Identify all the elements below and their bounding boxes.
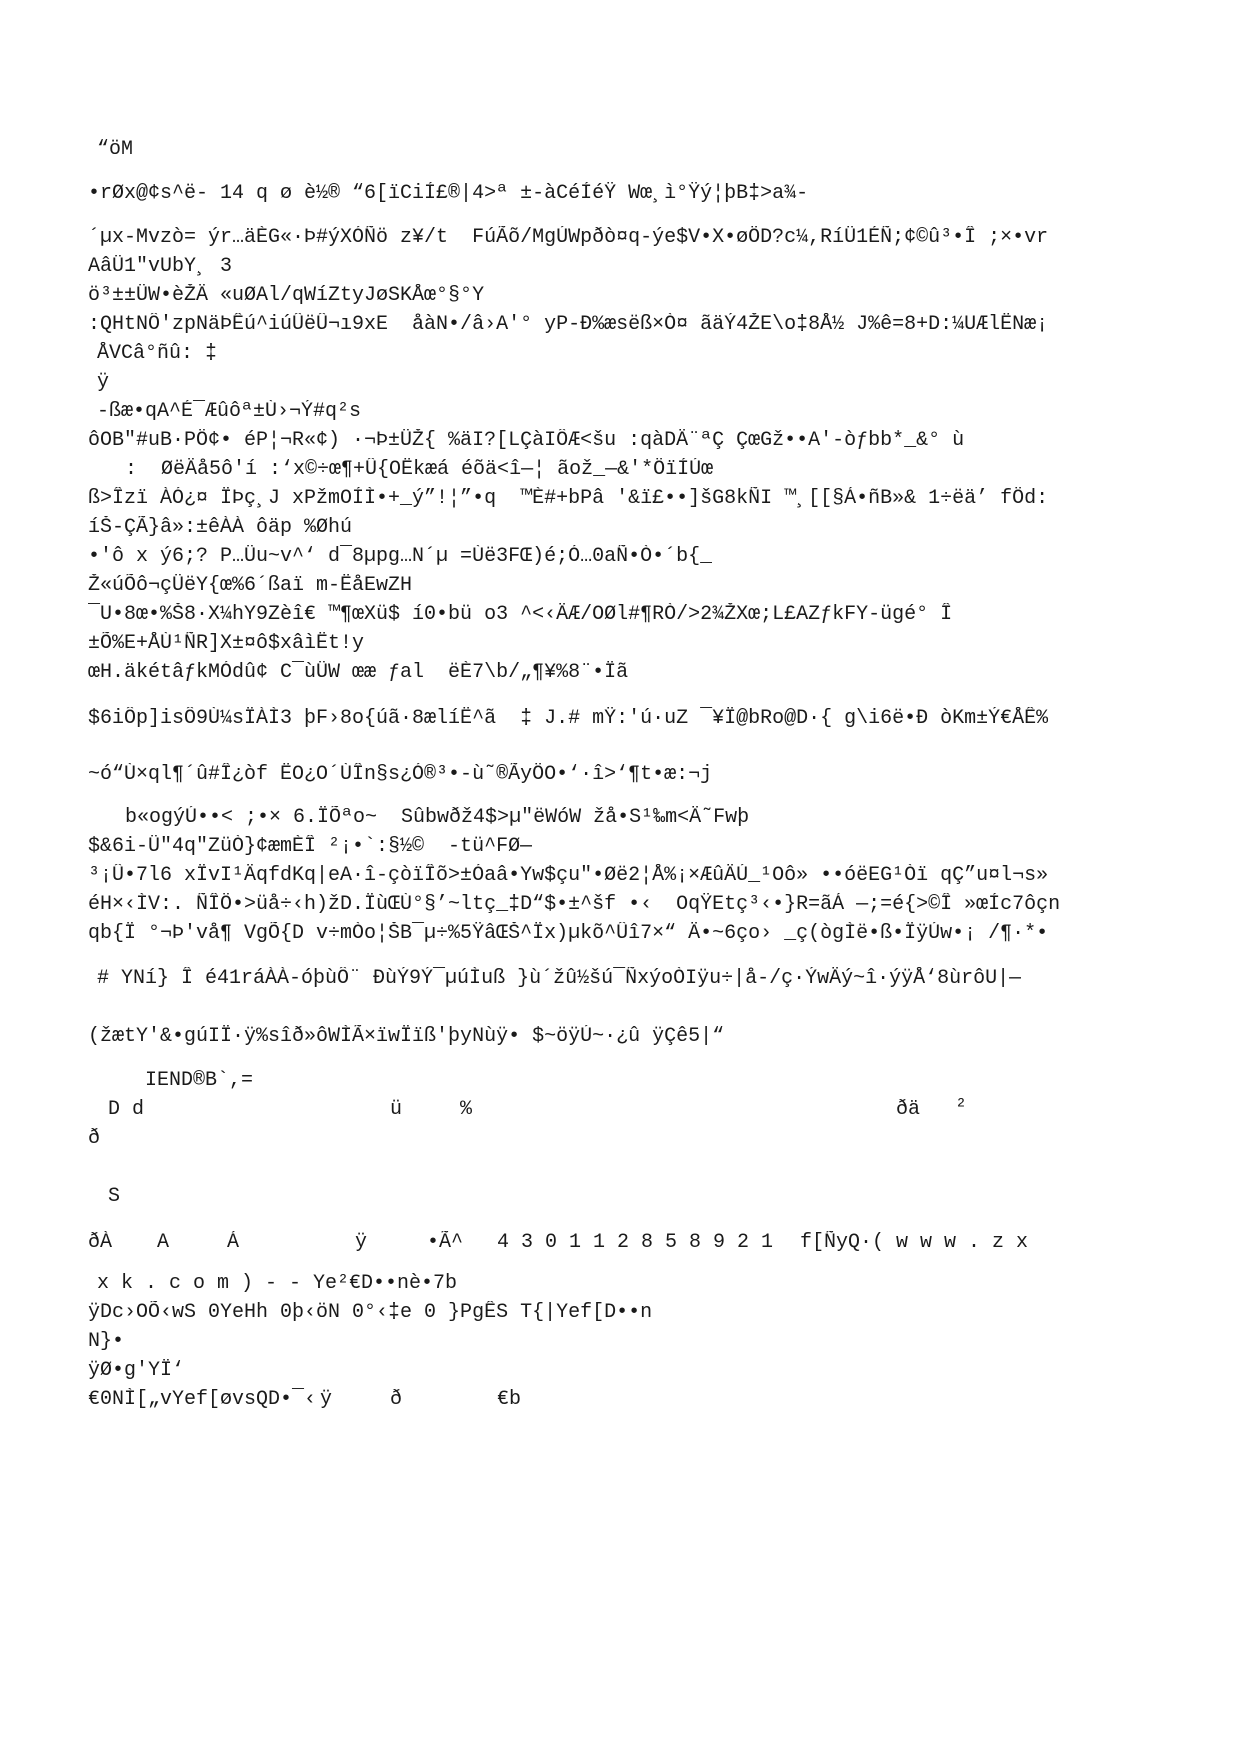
text-line: “öM — [97, 138, 134, 161]
text-line: Ž«úÕô¬çÜëY{œ%6´ßaï m-ËåEwZH — [88, 574, 413, 597]
text-line: AâÜ1"vUbY¸ 3 — [88, 255, 233, 278]
text-line: ±Õ%E+ÅÙ¹ÑR]X±¤ô$xâìËt!y — [88, 632, 365, 655]
text-line: x k . c o m ) - - Ye²€D••nè•7b — [97, 1272, 458, 1295]
text-fragment: ÿ — [320, 1388, 333, 1411]
text-line: :QHtNÔ'zpNäÞÊú^iúÛëÛ¬ı9xE åàN•/â›A'° yP-Ð%æsëß×Ò¤ ãäÝ4ŽE\o‡8Å½ J%ê=8+D:¼UÆlËNæ¡ — [88, 313, 1049, 336]
text-line: œH.äkétâƒkMÓdû¢ C¯ùÜW œæ ƒal ëÈ7\b/„¶¥%8¨•Ïã — [88, 661, 629, 684]
text-line: qb{Ï °¬Þ'vå¶ VgÕ{D v÷mÒo¦ŠB¯µ÷%5ŸâŒŠ^Ïx)µkõ^Ûî7×“ Ä•~6ço› _ç(ògÌë•ß•ÏÿÚw•¡ /¶·*• — [88, 922, 1049, 945]
text-line: ÿØ•g'YÏ‘ — [88, 1359, 185, 1382]
text-line: íŠ-ÇÃ}â»:±êÀÀ ôäp %Øhú — [88, 516, 353, 539]
text-fragment: ð — [88, 1127, 101, 1150]
text-line: ´µx-Mvzò= ýr…äÈG«·Þ#ýXÓÑö z¥/t FúÃõ/MgÚWpðò¤q-ýe$V•X•øÖD?c¼,RíÜ1ÉÑ;¢©û³•Î ;×•vr — [88, 226, 1049, 249]
text-fragment: Á — [227, 1231, 240, 1254]
text-line: ÅVCâ°ñû: ‡ — [97, 342, 218, 365]
text-fragment: ² — [955, 1096, 968, 1119]
text-line: # YNí} Î é41ráÀÀ-óþùÔ¨ ÐùÝ9Ý¯µúÌuß }ù´žû½šú¯ÑxýoÒIÿu÷|å-/ç·ÝwÄý~î·ýÿÅ‘8ùrôU|— — [97, 967, 1022, 990]
text-line: •rØx@¢s^ë- 14 q ø è½® “6[ïCiÍ£®|4>ª ±-àCéÍéŸ Wœ¸ì°Ÿý¦þB‡>a¾- — [88, 182, 809, 205]
text-line: éH×‹ÌV:. ÑÎÖ•>üå÷‹h)žD.ÏùŒÙ°§’~ltç_‡D“$•±^šf •‹ OqŸEtç³‹•}R=ãÁ —;=é{>©Î »œÍc7ôçn — [88, 893, 1061, 916]
text-line: ôOB"#uB·PÖ¢• éP¦¬R«¢) ·¬Þ±ÜŽ{ %äI?[LÇàIÔÆ<šu :qàDÄ¨ªÇ ÇœGž••A'-òƒbb*_&° ù — [88, 429, 965, 452]
text-fragment: €0NÌ[„vYef[øvsQD•¯‹ — [88, 1388, 317, 1411]
text-line: -ßæ•qA^É¯Æûôª±Ù›¬Ý#q²s — [97, 400, 362, 423]
text-line: (žætY'&•gúIÏ·ÿ%sîð»ôWÌÃ×ïwÏïß'þyNùÿ• $~öÿÚ~·¿û ÿÇê5|“ — [88, 1025, 725, 1048]
text-line: ~ó“Ù×ql¶´û#Î¿òf ËO¿O´ÙÎn§s¿Ó®³•-ù˜®ÃyÖO•‘·î>‘¶t•æ:¬j — [88, 763, 713, 786]
text-fragment: •Ã^ — [427, 1231, 464, 1254]
text-fragment: ð — [390, 1388, 403, 1411]
text-line: IEND®B`,= — [145, 1069, 254, 1092]
text-fragment: % — [460, 1098, 473, 1121]
text-line: $&6i-Ü"4q"ZüÒ}¢æmÈÎ ²¡•`:§½© -tü^FØ— — [88, 835, 533, 858]
text-fragment: ðÀ — [88, 1231, 113, 1254]
text-fragment: ü — [390, 1098, 403, 1121]
text-line: N}• — [88, 1330, 125, 1353]
text-line: ³¡Û•7l6 xÏvI¹ÄqfdKq|eA·î-çòïÎõ>±Óaâ•Yw$çu"•Øë2¦Å%¡×ÆûÄÚ_¹Oô» ••óëEG¹Òï qÇ”u¤l¬s» — [88, 864, 1049, 887]
text-line: : ØëÄå5ô'í :‘x©÷œ¶+Û{OËkæá éõä<î—¦ ãož_—&'*ÖïÍÚœ — [125, 458, 714, 481]
text-fragment: A — [157, 1231, 170, 1254]
text-line: ¯U•8œ•%Š8·X¼hY9Zèî€ ™¶œXü$ í0•bü o3 ^<‹ÄÆ/OØl#¶RÒ/>2¾ŽXœ;L£AZƒkFY-ügé° Î — [88, 603, 953, 626]
text-line: •'ô x ý6;? P…Üu~v^‘ d¯8µpg…N´µ =Ùë3FŒ)é;Ó…0aÑ•Ò•´b{_ — [88, 545, 713, 568]
text-fragment: ðä — [896, 1098, 921, 1121]
text-fragment: ÿ — [355, 1231, 368, 1254]
text-line: b«ogýÚ••< ;•× 6.ÏÕªo~ Sûbwðž4$>µ"ëWóW žå•S¹‰m<Ä˜Fwþ — [125, 806, 750, 829]
text-fragment: f[ÑyQ·( w w w . z x — [800, 1231, 1029, 1254]
text-fragment: 4 3 0 1 1 2 8 5 8 9 2 1 — [497, 1231, 774, 1254]
text-fragment: D d — [108, 1098, 145, 1121]
text-line: ÿ — [97, 371, 110, 394]
text-line: ÿDc›OÕ‹wS 0YeHh 0þ‹öN 0°‹‡e 0 }PgÊS T{|Yef[D••n — [88, 1301, 653, 1324]
text-fragment: S — [108, 1185, 121, 1208]
text-line: $6iÔp]isÔ9Ù¼sÏÀÌ3 þF›8o{úã·8ælíË^ã ‡ J.# mŸ:'ú·uZ ¯¥Ï@bRo@D·{ g\i6ë•Ð òKm±Ý€ÅÊ% — [88, 707, 1049, 730]
text-line: ö³±±ÜW•èŽÄ «uØAl/qWíZtyJøSKÅœ°§°Y — [88, 284, 485, 307]
text-fragment: €b — [497, 1388, 522, 1411]
text-line: ß>Îzï ÀÓ¿¤ ÏÞç¸J xPžmOÍÌ•+_ý”!¦”•q ™È#+bPâ '&ï£••]šG8kÑI ™¸[[§Á•ñB»& 1÷ëä’ fÖd: — [88, 487, 1049, 510]
